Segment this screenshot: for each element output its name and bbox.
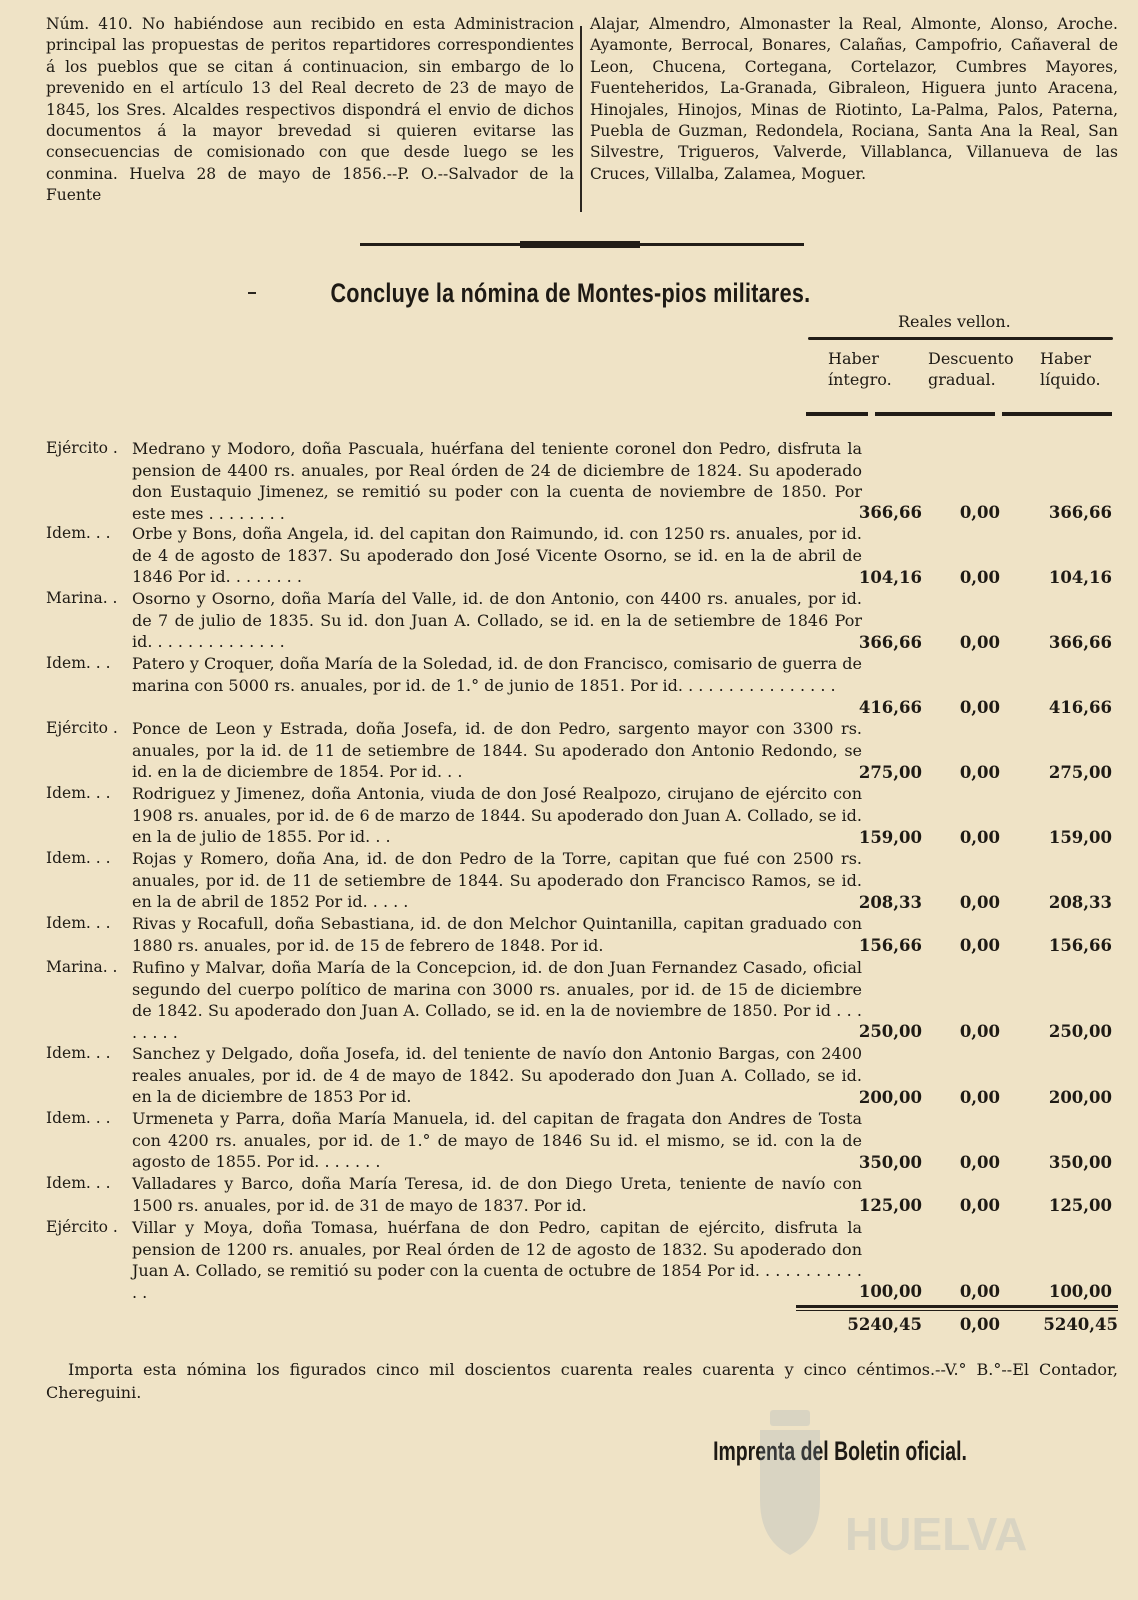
amount-descuento: 0,00 xyxy=(959,893,1000,912)
amount-liquido: 200,00 xyxy=(1048,1088,1112,1107)
amount-descuento: 0,00 xyxy=(959,1022,1000,1041)
amount-integro: 156,66 xyxy=(858,936,922,955)
amount-descuento: 0,00 xyxy=(959,568,1000,587)
totals-rule xyxy=(796,1305,1118,1308)
amount-integro: 366,66 xyxy=(858,503,922,522)
entry-text: Orbe y Bons, doña Angela, id. del capitan don Raimundo, id. con 1250 rs. anuales, por id. de 4 de agosto de 1837. Su apoderado don José Vicente Osorno, se id. en la de abril de 1846 Por id. . . . . . . . xyxy=(132,524,862,586)
list-item xyxy=(46,1217,1118,1303)
amount-integro: 275,00 xyxy=(858,763,922,782)
amount-integro: 159,00 xyxy=(858,828,922,847)
list-item xyxy=(46,913,1118,957)
amount-descuento: 0,00 xyxy=(959,1196,1000,1215)
shield-shape xyxy=(760,1430,820,1555)
amount-liquido: 156,66 xyxy=(1048,936,1112,955)
entry-label: Idem. . . xyxy=(46,654,111,672)
total-descuento: 0,00 xyxy=(959,1315,1000,1334)
amount-liquido: 366,66 xyxy=(1048,503,1112,522)
amount-descuento: 0,00 xyxy=(959,936,1000,955)
amount-liquido: 125,00 xyxy=(1048,1196,1112,1215)
currency-rule xyxy=(808,337,1113,340)
entry-label: Idem. . . xyxy=(46,849,111,867)
column-underline xyxy=(1002,412,1112,416)
currency-header: Reales vellon. xyxy=(898,312,1011,331)
entry-label: Idem. . . xyxy=(46,914,111,932)
amount-liquido: 208,33 xyxy=(1048,893,1112,912)
list-item xyxy=(46,848,1118,914)
entry-text: Valladares y Barco, doña María Teresa, id. de don Diego Ureta, teniente de navío con 1500 rs. anuales, por id. de 31 de mayo de 1837. Por id. xyxy=(132,1174,862,1215)
amount-liquido: 100,00 xyxy=(1048,1282,1112,1301)
entry-label: Ejército . xyxy=(46,719,118,737)
entry-label: Idem. . . xyxy=(46,1109,111,1127)
column-header-descuento xyxy=(928,348,1023,390)
amount-integro: 125,00 xyxy=(858,1196,922,1215)
amount-descuento: 0,00 xyxy=(959,1088,1000,1107)
notice-text-right: Alajar, Almendro, Almonaster la Real, Almonte, Alonso, Aroche. Ayamonte, Berrocal, Bonares, Calañas, Campofrio, Cañaveral de Leon, Chucena, Cortegana, Cortelazor, Cumbres Mayores, Fuenteheridos, La-Granada, Gibraleon, Higuera junto Aracena, Hinojales, Hinojos, Minas de Riotinto, La-Palma, Palos, Paterna, Puebla de Guzman, Redondela, Rociana, Santa Ana la Real, San Silvestre, Trigueros, Valverde, Villablanca, Villanueva de las Cruces, Villalba, Zalamea, Moguer. xyxy=(590,15,1118,183)
amount-liquido: 159,00 xyxy=(1048,828,1112,847)
list-item xyxy=(46,438,1118,524)
list-item xyxy=(46,783,1118,849)
amount-liquido: 366,66 xyxy=(1048,633,1112,652)
entry-label: Marina. . xyxy=(46,958,118,976)
column-divider xyxy=(580,26,582,212)
list-item xyxy=(46,588,1118,654)
list-item xyxy=(46,1173,1118,1217)
entry-label: Ejército . xyxy=(46,439,118,457)
amount-integro: 350,00 xyxy=(858,1153,922,1172)
column-underline xyxy=(875,412,995,416)
entry-label: Idem. . . xyxy=(46,524,111,542)
entry-label: Idem. . . xyxy=(46,1174,111,1192)
amount-liquido: 275,00 xyxy=(1048,763,1112,782)
column-header-integro-text: Haber íntegro. xyxy=(828,349,892,389)
amount-liquido: 250,00 xyxy=(1048,1022,1112,1041)
amount-descuento: 0,00 xyxy=(959,828,1000,847)
list-item xyxy=(46,718,1118,784)
total-liquido: 5240,45 xyxy=(1043,1315,1118,1334)
amount-descuento: 0,00 xyxy=(959,503,1000,522)
amount-integro: 104,16 xyxy=(858,568,922,587)
list-item xyxy=(46,523,1118,589)
totals-rule xyxy=(796,1310,1118,1311)
list-item xyxy=(46,653,1118,719)
total-integro: 5240,45 xyxy=(847,1315,922,1334)
amount-descuento: 0,00 xyxy=(959,1282,1000,1301)
amount-descuento: 0,00 xyxy=(959,698,1000,717)
entry-text: Villar y Moya, doña Tomasa, huérfana de don Pedro, capitan de ejército, disfruta la pension de 1200 rs. anuales, por Real órden de 12 de agosto de 1832. Su apoderado don Juan A. Collado, se remitió su poder con la cuenta de octubre de 1854 Por id. . . . . . . . . . . . . xyxy=(132,1218,862,1302)
column-header-liquido xyxy=(1040,348,1110,390)
amount-integro: 416,66 xyxy=(858,698,922,717)
amount-liquido: 350,00 xyxy=(1048,1153,1112,1172)
watermark-text: HUELVA xyxy=(845,1508,1028,1560)
amount-integro: 200,00 xyxy=(858,1088,922,1107)
amount-descuento: 0,00 xyxy=(959,1153,1000,1172)
entry-text: Urmeneta y Parra, doña María Manuela, id. del capitan de fragata don Andres de Tosta con 4200 rs. anuales, por id. de 1.° de mayo de 1846 Su id. el mismo, se id. con la de agosto de 1855. Por id. . . . . . . xyxy=(132,1109,862,1171)
entry-text: Patero y Croquer, doña María de la Soledad, id. de don Francisco, comisario de guerra de marina con 5000 rs. anuales, por id. de 1.° de junio de 1851. Por id. . . . . . . . . . . . . . . . xyxy=(132,654,862,695)
column-header-integro xyxy=(828,348,898,390)
notice-text-left: Núm. 410. No habiéndose aun recibido en esta Administracion principal las propuestas de peritos repartidores correspondientes á los pueblos que se citan á continuacion, sin embargo de lo prevenido en el artículo 13 del Real decreto de 23 de mayo de 1845, los Sres. Alcaldes respectivos dispondrá el envio de dichos documentos á la mayor brevedad si quieren evitarse las consecuencias de comisionado con que desde luego se les conmina. Huelva 28 de mayo de 1856.--P. O.--Salvador de la Fuente xyxy=(46,15,574,205)
crown-shape xyxy=(770,1410,810,1426)
amount-descuento: 0,00 xyxy=(959,763,1000,782)
column-header-liquido-text: Haber líquido. xyxy=(1040,349,1101,389)
amount-descuento: 0,00 xyxy=(959,633,1000,652)
amount-liquido: 416,66 xyxy=(1048,698,1112,717)
list-item xyxy=(46,1043,1118,1109)
entry-text: Ponce de Leon y Estrada, doña Josefa, id. de don Pedro, sargento mayor con 3300 rs. anuales, por la id. de 11 de setiembre de 1844. Su apoderado don Antonio Redondo, se id. en la de diciembre de 1854. Por id. . . xyxy=(132,719,862,781)
entry-text: Medrano y Modoro, doña Pascuala, huérfana del teniente coronel don Pedro, disfruta la pension de 4400 rs. anuales, por Real órden de 24 de diciembre de 1824. Su apoderado don Eustaquio Jimenez, se remitió su poder con la cuenta de noviembre de 1850. Por este mes . . . . . . . . xyxy=(132,439,862,523)
entry-label: Ejército . xyxy=(46,1218,118,1236)
amount-integro: 100,00 xyxy=(858,1282,922,1301)
entry-label: Idem. . . xyxy=(46,784,111,802)
amount-integro: 208,33 xyxy=(858,893,922,912)
entry-label: Idem. . . xyxy=(46,1044,111,1062)
column-underline xyxy=(806,412,868,416)
archive-watermark-logo xyxy=(740,1400,1080,1590)
list-item xyxy=(46,957,1118,1043)
entry-text: Sanchez y Delgado, doña Josefa, id. del teniente de navío don Antonio Bargas, con 2400 reales anuales, por id. de 4 de mayo de 1842. Su apoderado don Juan A. Collado, se id. en la de diciembre de 1853 Por id. xyxy=(132,1044,862,1106)
entry-text: Rodriguez y Jimenez, doña Antonia, viuda de don José Realpozo, cirujano de ejército con 1908 rs. anuales, por id. de 6 de marzo de 1844. Su apoderado don Juan A. Collado, se id. en la de julio de 1855. Por id. . . xyxy=(132,784,862,846)
entry-text: Rivas y Rocafull, doña Sebastiana, id. de don Melchor Quintanilla, capitan graduado con 1880 rs. anuales, por id. de 15 de febrero de 1848. Por id. xyxy=(132,914,862,955)
entry-text: Rojas y Romero, doña Ana, id. de don Pedro de la Torre, capitan que fué con 2500 rs. anuales, por id. de 11 de setiembre de 1844. Su apoderado don Francisco Ramos, se id. en la de abril de 1852 Por id. . . . . xyxy=(132,849,862,911)
list-item xyxy=(46,1108,1118,1174)
entry-text: Osorno y Osorno, doña María del Valle, id. de don Antonio, con 4400 rs. anuales, por id. de 7 de julio de 1835. Su id. don Juan A. Collado, se id. en la de setiembre de 1846 Por id. . . . . . . . . . . . . . xyxy=(132,589,862,651)
section-rule xyxy=(360,243,804,246)
column-header-descuento-text: Descuento gradual. xyxy=(928,349,1014,389)
page-title: Concluye la nómina de Montes-pios militares. xyxy=(330,278,811,308)
amount-liquido: 104,16 xyxy=(1048,568,1112,587)
amount-integro: 250,00 xyxy=(858,1022,922,1041)
amount-integro: 366,66 xyxy=(858,633,922,652)
closing-statement: Importa esta nómina los figurados cinco mil doscientos cuarenta reales cuarenta y cinco céntimos.--V.° B.°--El Contador, Chereguini. xyxy=(46,1360,1118,1402)
entry-label: Marina. . xyxy=(46,589,118,607)
printer-imprint: Imprenta del Boletin oficial. xyxy=(713,1436,967,1466)
entry-text: Rufino y Malvar, doña María de la Concepcion, id. de don Juan Fernandez Casado, oficial segundo del cuerpo político de marina con 3000 rs. anuales, por id. de 15 de diciembre de 1842. Su apoderado don Juan A. Collado, se id. en la de noviembre de 1850. Por id . . . . . . . . xyxy=(132,958,862,1042)
